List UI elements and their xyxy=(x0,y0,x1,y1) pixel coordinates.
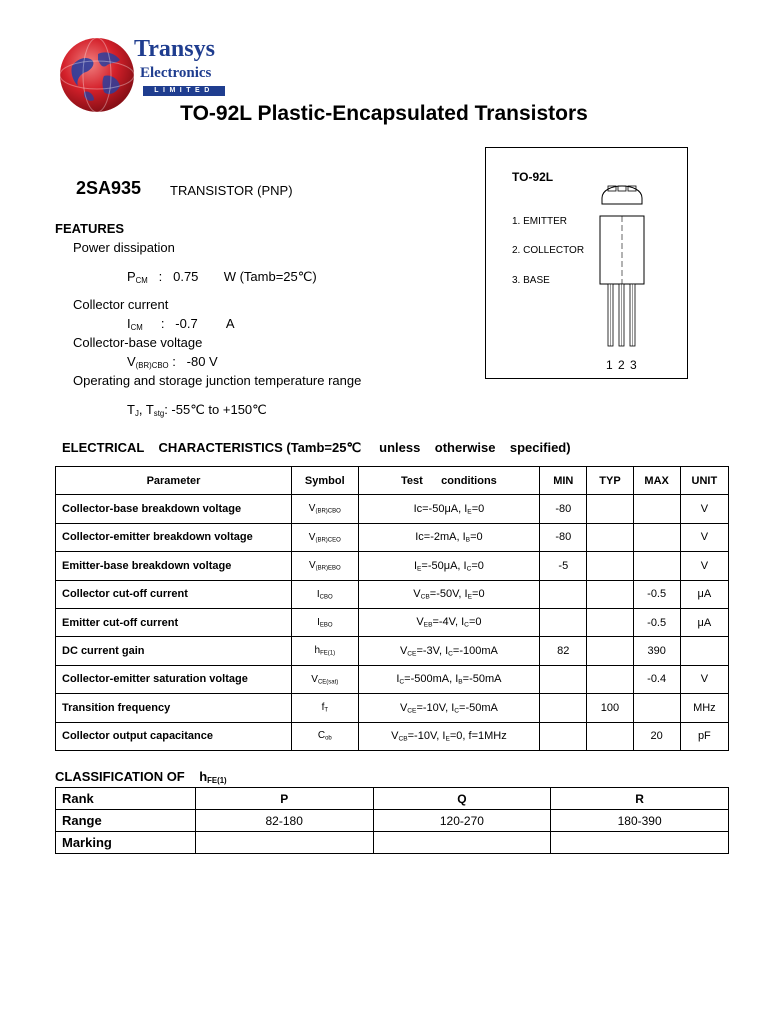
header-symbol: Symbol xyxy=(291,467,358,495)
cell-typ: 100 xyxy=(587,694,633,722)
table-row xyxy=(56,580,729,608)
marking-label: Marking xyxy=(56,832,196,854)
electrical-characteristics-table xyxy=(55,466,729,751)
cell-test-conditions xyxy=(358,722,540,750)
table-row xyxy=(56,665,729,693)
cell-typ xyxy=(587,608,633,636)
symbol-sub: ob xyxy=(325,735,332,742)
cell-min: -80 xyxy=(540,495,587,523)
collector-current-label: Collector current xyxy=(73,297,169,312)
rank-p: P xyxy=(195,788,373,810)
table-row xyxy=(56,523,729,551)
cond-text-end: =-10V, I xyxy=(416,701,455,714)
rank-r: R xyxy=(551,788,729,810)
cell-typ xyxy=(587,552,633,580)
cell-test-conditions xyxy=(358,665,540,693)
cond-text-end-2: =-50mA xyxy=(462,673,502,686)
package-title: TO-92L xyxy=(512,170,554,184)
cell-typ xyxy=(587,580,633,608)
cond-sub: C xyxy=(399,678,405,686)
symbol-text: I xyxy=(317,616,320,628)
cond-sub-2: B xyxy=(458,678,463,686)
pin-numbers: 1 2 3 xyxy=(606,358,638,372)
cond-text: V xyxy=(413,587,421,600)
part-number: 2SA935 xyxy=(76,178,142,198)
range-p: 82-180 xyxy=(195,810,373,832)
cell-test-conditions xyxy=(358,523,540,551)
cond-text-end: =-3V, I xyxy=(416,644,449,657)
cond-sub-2: C xyxy=(448,650,453,658)
cond-text-end: =0 xyxy=(471,502,485,515)
range-q: 120-270 xyxy=(373,810,551,832)
cell-unit: V xyxy=(680,665,728,693)
cell-symbol xyxy=(291,722,358,750)
cond-text-end-2: =-50mA xyxy=(459,701,498,714)
cell-symbol xyxy=(291,495,358,523)
cell-min: 82 xyxy=(540,637,587,665)
cond-text-end: =-500mA, I xyxy=(404,673,459,686)
to92l-package-drawing xyxy=(596,176,648,356)
classification-heading-text: CLASSIFICATION OF h xyxy=(55,769,208,784)
cell-min xyxy=(540,694,587,722)
cell-symbol xyxy=(291,665,358,693)
header-unit: UNIT xyxy=(680,467,728,495)
cell-test-conditions xyxy=(358,495,540,523)
cond-text: V xyxy=(416,616,424,629)
table-row xyxy=(56,495,729,523)
cell-parameter: Collector output capacitance xyxy=(56,722,292,750)
rank-row xyxy=(56,788,729,810)
vcbo-spec xyxy=(127,354,218,370)
header-parameter: Parameter xyxy=(56,467,292,495)
cell-typ xyxy=(587,637,633,665)
cond-text: Ic=-50μA, I xyxy=(413,502,468,515)
cond-sub: E xyxy=(467,508,472,516)
cell-typ xyxy=(587,495,633,523)
symbol-sub: EBO xyxy=(319,622,333,629)
vcbo-symbol-sub: (BR)CBO xyxy=(135,360,169,370)
cond-text-end: =0 xyxy=(470,531,483,544)
table-row xyxy=(56,694,729,722)
table-row xyxy=(56,552,729,580)
cell-min xyxy=(540,580,587,608)
table-header-row xyxy=(56,467,729,495)
cell-min: -5 xyxy=(540,552,587,580)
symbol-sub: CE(sat) xyxy=(317,679,339,686)
cond-sub-2: C xyxy=(464,621,469,629)
cell-test-conditions xyxy=(358,694,540,722)
cell-min: -80 xyxy=(540,523,587,551)
cond-sub-2: E xyxy=(445,735,450,743)
symbol-sub: T xyxy=(324,707,329,714)
cond-text: V xyxy=(399,644,408,657)
cell-parameter: DC current gain xyxy=(56,637,292,665)
cond-text-end: =-50μA, I xyxy=(421,559,467,572)
table-row xyxy=(56,637,729,665)
cb-voltage-label: Collector-base voltage xyxy=(73,335,203,350)
symbol-sub: (BR)CBO xyxy=(315,508,341,515)
features-heading: FEATURES xyxy=(55,221,125,236)
cond-sub-2: E xyxy=(467,593,473,601)
cell-symbol xyxy=(291,552,358,580)
table-row xyxy=(56,608,729,636)
cell-test-conditions xyxy=(358,552,540,580)
tj-sub: J xyxy=(134,408,139,418)
header-max: MAX xyxy=(633,467,680,495)
cell-unit: MHz xyxy=(680,694,728,722)
cell-parameter: Transition frequency xyxy=(56,694,292,722)
cell-typ xyxy=(587,523,633,551)
cell-symbol xyxy=(291,523,358,551)
header-test-conditions: Test conditions xyxy=(358,467,540,495)
cell-typ xyxy=(587,665,633,693)
cell-unit: μA xyxy=(680,580,728,608)
range-row xyxy=(56,810,729,832)
cond-text-end-2: =0, f=1MHz xyxy=(449,729,507,742)
cond-text-end: =-50V, I xyxy=(429,587,468,600)
company-subname: Electronics xyxy=(140,65,212,81)
icm-symbol-sub: CM xyxy=(130,322,143,332)
rank-q: Q xyxy=(373,788,551,810)
cell-typ xyxy=(587,722,633,750)
pcm-symbol: P xyxy=(127,269,136,284)
part-description: TRANSISTOR (PNP) xyxy=(170,183,293,198)
header-typ: TYP xyxy=(587,467,633,495)
pin-1-label: 1. EMITTER xyxy=(512,216,568,227)
symbol-sub: (BR)EBO xyxy=(315,565,341,572)
company-name: Transys xyxy=(134,36,215,62)
cond-text-end: =-10V, I xyxy=(407,729,446,742)
cell-unit: V xyxy=(680,552,728,580)
electrical-heading: ELECTRICAL CHARACTERISTICS (Tamb=25℃ unless otherwise specified) xyxy=(62,440,571,455)
marking-row xyxy=(56,832,729,854)
cell-max: 390 xyxy=(633,637,680,665)
cell-parameter: Emitter-base breakdown voltage xyxy=(56,552,292,580)
symbol-text: V xyxy=(308,560,316,572)
cell-max: -0.5 xyxy=(633,608,680,636)
cell-test-conditions xyxy=(358,608,540,636)
cell-max: 20 xyxy=(633,722,680,750)
cond-text: V xyxy=(391,729,399,742)
rank-label: Rank xyxy=(56,788,196,810)
cond-text-end: =-4V, I xyxy=(432,616,465,629)
cond-text: V xyxy=(399,701,408,714)
temp-spec xyxy=(127,402,267,418)
cell-symbol xyxy=(291,608,358,636)
pcm-symbol-sub: CM xyxy=(135,275,148,285)
cell-min xyxy=(540,665,587,693)
cell-unit: μA xyxy=(680,608,728,636)
classification-heading xyxy=(55,769,227,785)
cell-parameter: Collector-emitter saturation voltage xyxy=(56,665,292,693)
cell-parameter: Collector cut-off current xyxy=(56,580,292,608)
temp-value: : -55℃ to +150℃ xyxy=(164,402,267,417)
cond-text: Ic=-2mA, I xyxy=(415,531,466,544)
cond-text: I xyxy=(413,559,417,572)
symbol-text: V xyxy=(308,503,316,515)
cell-parameter: Collector-base breakdown voltage xyxy=(56,495,292,523)
symbol-sub: (BR)CEO xyxy=(315,537,341,544)
cell-max xyxy=(633,694,680,722)
vcbo-symbol: V xyxy=(127,354,136,369)
cell-symbol xyxy=(291,580,358,608)
marking-p xyxy=(195,832,373,854)
cond-text: I xyxy=(396,673,400,686)
pcm-value: : 0.75 W (Tamb=25℃) xyxy=(158,269,317,284)
range-r: 180-390 xyxy=(551,810,729,832)
cond-sub: B xyxy=(465,536,471,544)
symbol-text: h xyxy=(314,645,321,657)
tstg-sub: stg xyxy=(153,408,165,418)
power-dissipation-label: Power dissipation xyxy=(73,240,175,255)
symbol-text: f xyxy=(321,702,325,714)
table-row xyxy=(56,722,729,750)
cond-sub: CB xyxy=(398,735,408,743)
cond-text-end-2: =-100mA xyxy=(452,644,498,657)
range-label: Range xyxy=(56,810,196,832)
cell-unit: pF xyxy=(680,722,728,750)
cond-sub: CE xyxy=(407,707,417,715)
page-title: TO-92L Plastic-Encapsulated Transistors xyxy=(180,102,588,125)
cond-text-end-2: =0 xyxy=(471,559,484,572)
cond-sub: CB xyxy=(420,593,430,601)
cell-test-conditions xyxy=(358,580,540,608)
temp-range-label: Operating and storage junction temperature range xyxy=(73,373,362,388)
pcm-spec xyxy=(127,269,317,285)
cond-text-end-2: =0 xyxy=(472,587,485,600)
cell-test-conditions xyxy=(358,637,540,665)
cell-max xyxy=(633,495,680,523)
classification-heading-sub: FE(1) xyxy=(207,775,227,785)
classification-table xyxy=(55,787,729,854)
cell-parameter: Collector-emitter breakdown voltage xyxy=(56,523,292,551)
cell-unit: V xyxy=(680,495,728,523)
tj-symbol: T xyxy=(127,402,135,417)
cond-sub: CE xyxy=(407,650,417,658)
cell-symbol xyxy=(291,637,358,665)
symbol-text: I xyxy=(316,588,320,600)
symbol-text: C xyxy=(317,730,326,742)
symbol-sub: FE(1) xyxy=(320,650,336,657)
icm-symbol: I xyxy=(127,316,131,331)
cell-unit xyxy=(680,637,728,665)
symbol-text: V xyxy=(311,673,318,685)
cell-max: -0.5 xyxy=(633,580,680,608)
cell-symbol xyxy=(291,694,358,722)
tstg-symbol: , T xyxy=(138,402,154,417)
cell-max xyxy=(633,552,680,580)
icm-value: : -0.7 A xyxy=(160,316,235,331)
cell-min xyxy=(540,722,587,750)
cond-sub: EB xyxy=(423,621,433,629)
cond-text-end-2: =0 xyxy=(468,616,482,629)
cell-unit: V xyxy=(680,523,728,551)
marking-q xyxy=(373,832,551,854)
symbol-sub: CBO xyxy=(319,594,333,600)
cond-sub-2: C xyxy=(454,707,460,715)
marking-r xyxy=(551,832,729,854)
cell-parameter: Emitter cut-off current xyxy=(56,608,292,636)
vcbo-value: : -80 V xyxy=(168,354,218,369)
cell-max: -0.4 xyxy=(633,665,680,693)
cell-max xyxy=(633,523,680,551)
cell-min xyxy=(540,608,587,636)
icm-spec xyxy=(127,316,235,332)
symbol-text: V xyxy=(308,531,316,543)
header-min: MIN xyxy=(540,467,587,495)
cond-sub-2: C xyxy=(466,565,472,573)
cond-sub: E xyxy=(417,565,422,573)
company-limited-tag: LIMITED xyxy=(143,86,225,96)
pin-3-label: 3. BASE xyxy=(512,275,550,286)
pin-2-label: 2. COLLECTOR xyxy=(512,245,585,256)
